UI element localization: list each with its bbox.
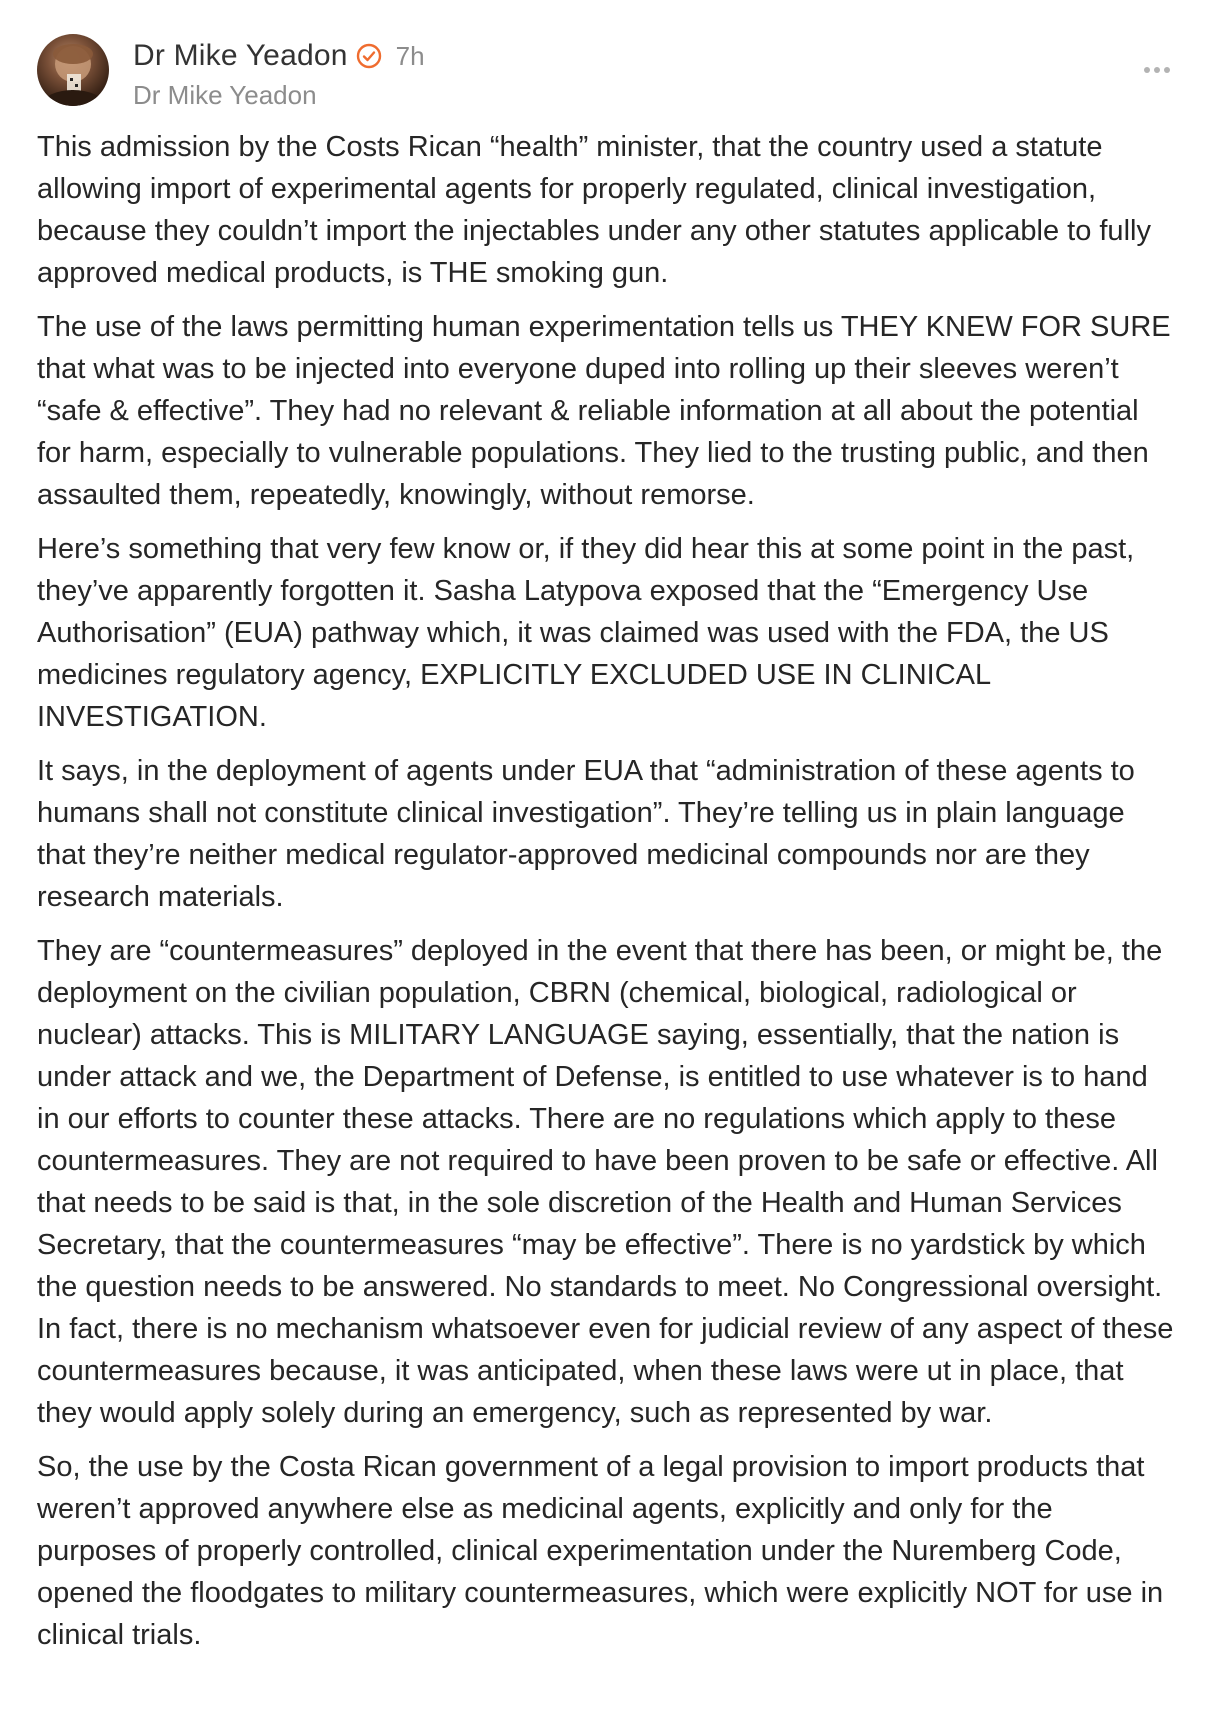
avatar[interactable] [37, 34, 109, 106]
post-paragraph: It says, in the deployment of agents under EUA that “administration of these agents to humans shall not constitute clinical investigation”. They’re telling us in plain language that they’re neither medical regulator-approved medicinal compounds nor are they research materials. [37, 755, 1135, 913]
post-paragraph: This admission by the Costs Rican “health” minister, that the country used a statute allowing import of experimental agents for properly regulated, clinical investigation, because they couldn’t import the injectables under any other statutes applicable to fully approved medical products, is THE smoking gun. [37, 131, 1151, 289]
author-line [133, 36, 425, 76]
more-options-button[interactable] [1137, 58, 1177, 82]
post-header [37, 32, 1177, 112]
author-name[interactable]: Dr Mike Yeadon [133, 39, 348, 72]
post-paragraph: The use of the laws permitting human experimentation tells us THEY KNEW FOR SURE that what was to be injected into everyone duped into rolling up their sleeves weren’t “safe & effective”. They had no relevant & reliable information at all about the potential for harm, especially to vulnerable populations. They lied to the trusting public, and then assaulted them, repeatedly, knowingly, without remorse. [37, 311, 1171, 511]
verified-check-icon [356, 43, 382, 69]
more-horizontal-icon [1137, 58, 1177, 82]
post-body [37, 126, 1177, 1668]
post-paragraph: They are “countermeasures” deployed in the event that there has been, or might be, the deployment on the civilian population, CBRN (chemical, biological, radiological or nuclear) attacks. This is MILITARY LANGUAGE saying, essentially, that the nation is under attack and we, the Department of Defense, is entitled to use whatever is to hand in our efforts to counter these attacks. There are no regulations which apply to these countermeasures. They are not required to have been proven to be safe or effective. All that needs to be said is that, in the sole discretion of the Health and Human Services Secretary, that the countermeasures “may be effective”. There is no yardstick by which the question needs to be answered. No standards to meet. No Congressional oversight. In fact, there is no mechanism whatsoever even for judicial review of any aspect of these countermeasures because, it was anticipated, when these laws were ut in place, that they would apply solely during an emergency, such as represented by war. [37, 935, 1174, 1429]
post-timestamp[interactable]: 7h [395, 40, 425, 71]
profile-photo-icon [37, 34, 109, 106]
post-paragraph: Here’s something that very few know or, if they did hear this at some point in the past, they’ve apparently forgotten it. Sasha Latypova exposed that the “Emergency Use Authorisation” (EUA) pathway which, it was claimed was used with the FDA, the US medicines regulatory agency, EXPLICITLY EXCLUDED USE IN CLINICAL INVESTIGATION. [37, 533, 1135, 733]
author-handle[interactable]: Dr Mike Yeadon [133, 80, 317, 110]
post-paragraph: So, the use by the Costa Rican government of a legal provision to import products that weren’t approved anywhere else as medicinal agents, explicitly and only for the purposes of properly controlled, clinical experimentation under the Nuremberg Code, opened the floodgates to military countermeasures, which were explicitly NOT for use in clinical trials. [37, 1451, 1164, 1651]
